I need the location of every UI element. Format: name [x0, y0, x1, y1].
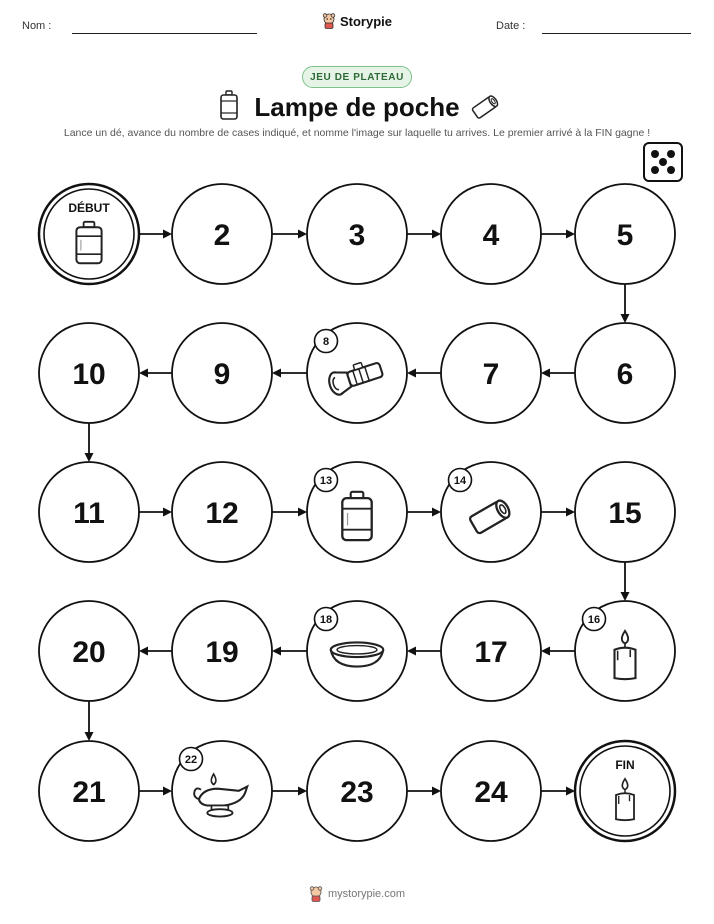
battery-icon — [342, 492, 371, 540]
space-label: 4 — [482, 219, 500, 252]
path-arrow — [272, 369, 307, 378]
path-arrow — [139, 508, 172, 517]
path-arrow — [139, 787, 172, 796]
name-label: Nom : — [22, 20, 52, 32]
board-space-6 — [575, 323, 675, 423]
space-label: 2 — [213, 219, 231, 252]
brand-name: Storypie — [339, 13, 392, 29]
path-arrow — [272, 647, 307, 656]
board-space-2 — [172, 184, 272, 284]
board-space-8 — [307, 323, 407, 423]
path-arrow — [85, 423, 94, 462]
board-space-3 — [307, 184, 407, 284]
board-space-10 — [39, 323, 139, 423]
path-arrow — [139, 230, 172, 239]
path-arrow — [621, 562, 630, 601]
space-label: 10 — [72, 358, 106, 391]
path-arrow — [541, 369, 575, 378]
path-arrow — [272, 787, 307, 796]
board-space-5 — [575, 184, 675, 284]
path-arrow — [541, 508, 575, 517]
date-label: Date : — [496, 20, 526, 32]
path-arrow — [139, 369, 172, 378]
space-label: 14 — [453, 475, 467, 487]
board-space-18 — [307, 601, 407, 701]
space-label: 22 — [184, 754, 198, 766]
path-arrow — [272, 508, 307, 517]
space-label: 17 — [474, 636, 508, 669]
battery-icon — [76, 222, 101, 263]
instructions-text: Lance un dé, avance du nombre de cases indiqué, et nomme l'image sur laquelle tu arrives. Le premier arrivé à la FIN gagne ! — [63, 127, 651, 139]
board-space-23 — [307, 741, 407, 841]
start-space — [39, 184, 139, 284]
path-arrow — [541, 230, 575, 239]
board-space-13 — [307, 462, 407, 562]
board-space-12 — [172, 462, 272, 562]
space-label: 21 — [72, 776, 106, 809]
storypie-mascot-icon — [309, 886, 323, 902]
path-arrow — [541, 647, 575, 656]
path-arrow — [407, 647, 441, 656]
space-label: 20 — [72, 636, 106, 669]
space-label: 3 — [348, 219, 366, 252]
footer-site: mystorypie.com — [327, 888, 406, 900]
board-space-24 — [441, 741, 541, 841]
space-label: 7 — [482, 358, 500, 391]
path-arrow — [407, 508, 441, 517]
board-space-21 — [39, 741, 139, 841]
space-label: 19 — [205, 636, 239, 669]
board-space-22 — [172, 741, 272, 841]
board-space-7 — [441, 323, 541, 423]
path-arrow — [272, 230, 307, 239]
path-arrow — [85, 701, 94, 741]
space-label: 9 — [213, 358, 231, 391]
space-label: 24 — [474, 776, 508, 809]
space-label: 18 — [319, 614, 333, 626]
board-space-17 — [441, 601, 541, 701]
path-arrow — [621, 284, 630, 323]
space-label: 12 — [205, 497, 239, 530]
path-arrow — [407, 787, 441, 796]
page-title: Lampe de poche — [254, 92, 460, 122]
board-space-4 — [441, 184, 541, 284]
board-space-11 — [39, 462, 139, 562]
board-space-20 — [39, 601, 139, 701]
space-label: 15 — [608, 497, 642, 530]
path-arrow — [407, 369, 441, 378]
space-label: 16 — [587, 614, 601, 626]
board-space-14 — [441, 462, 541, 562]
space-label: DÉBUT — [68, 201, 110, 215]
footer — [0, 886, 714, 902]
space-label: 8 — [322, 336, 330, 348]
board-space-9 — [172, 323, 272, 423]
board-space-16 — [575, 601, 675, 701]
finish-space — [575, 741, 675, 841]
path-arrow — [541, 787, 575, 796]
path-arrow — [139, 647, 172, 656]
space-label: 23 — [340, 776, 374, 809]
game-type-badge: JEU DE PLATEAU — [302, 66, 412, 88]
board-space-15 — [575, 462, 675, 562]
space-label: 6 — [616, 358, 634, 391]
space-label: 11 — [73, 497, 105, 530]
path-arrow — [407, 230, 441, 239]
space-label: 5 — [616, 219, 634, 252]
board-space-19 — [172, 601, 272, 701]
space-label: FIN — [615, 758, 635, 772]
space-label: 13 — [319, 475, 333, 487]
